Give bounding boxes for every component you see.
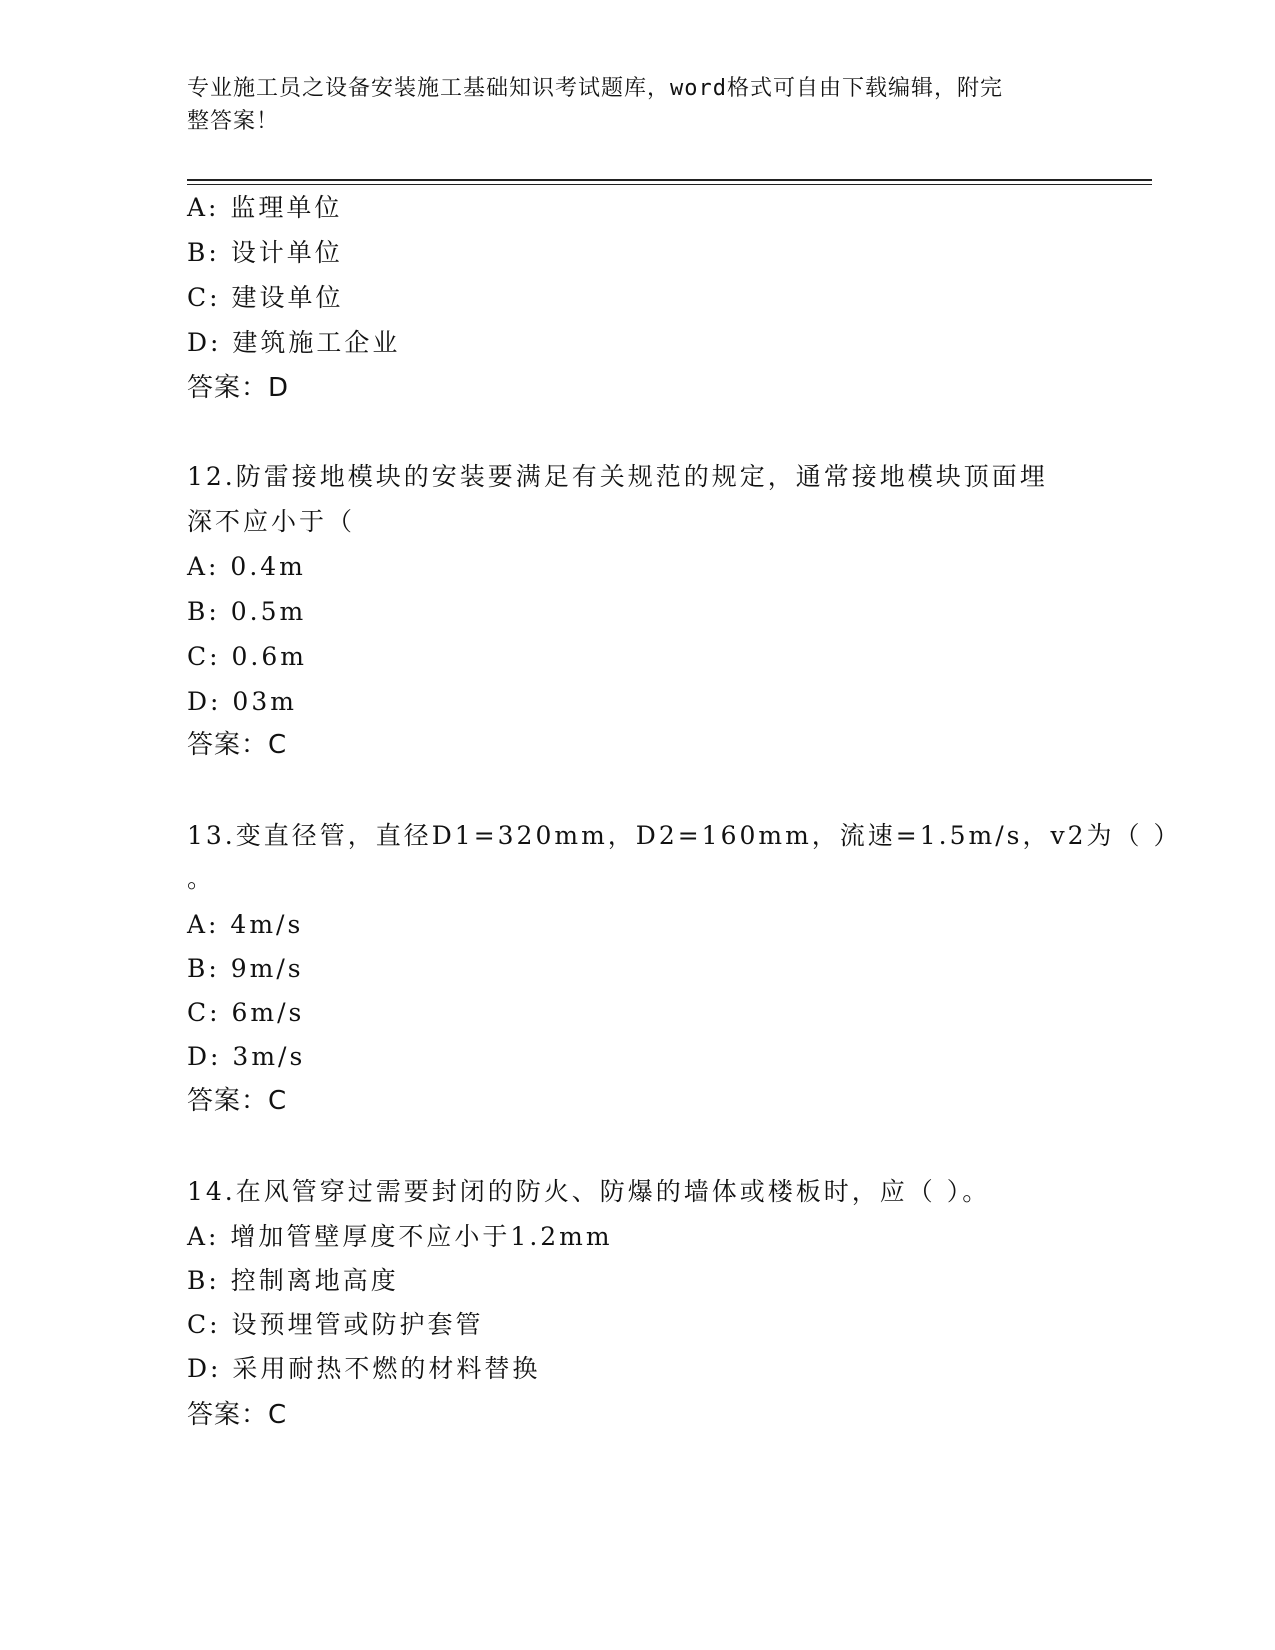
q13-stem-line-2: 。 xyxy=(187,864,216,893)
q12-stem-line-2: 深不应小于（ xyxy=(187,507,356,536)
q12-option-d: D: 03m xyxy=(187,687,297,716)
q12-option-b: B: 0.5m xyxy=(187,597,307,626)
q11-answer: 答案：D xyxy=(187,373,290,403)
document-header xyxy=(187,72,1067,138)
q14-option-b: B: 控制离地高度 xyxy=(187,1266,399,1295)
q12-option-a: A: 0.4m xyxy=(187,552,306,581)
q11-option-d: D: 建筑施工企业 xyxy=(187,328,401,357)
q12-option-c: C: 0.6m xyxy=(187,642,307,671)
q12-stem-line-1: 12.防雷接地模块的安装要满足有关规范的规定，通常接地模块顶面埋 xyxy=(187,462,1048,491)
q11-option-b: B: 设计单位 xyxy=(187,238,343,267)
header-line-2: 整答案！ xyxy=(187,109,280,134)
q11-option-a: A: 监理单位 xyxy=(187,193,343,222)
q13-stem-line-1: 13.变直径管，直径D1=320mm，D2=160mm，流速=1.5m/s，v2为（ ） xyxy=(187,821,1182,850)
q14-option-d: D: 采用耐热不燃的材料替换 xyxy=(187,1354,541,1383)
header-line-1: 专业施工员之设备安装施工基础知识考试题库，word格式可自由下载编辑，附完 xyxy=(187,76,1003,101)
q13-answer: 答案：C xyxy=(187,1086,288,1116)
q13-option-c: C: 6m/s xyxy=(187,998,305,1027)
header-divider-thin xyxy=(187,184,1152,185)
q11-option-c: C: 建设单位 xyxy=(187,283,344,312)
q13-option-d: D: 3m/s xyxy=(187,1042,306,1071)
header-divider-thick xyxy=(187,179,1152,181)
q14-option-a: A: 增加管壁厚度不应小于1.2mm xyxy=(187,1222,613,1251)
q13-option-b: B: 9m/s xyxy=(187,954,304,983)
q12-answer: 答案：C xyxy=(187,730,288,760)
q14-answer: 答案：C xyxy=(187,1400,288,1430)
q14-option-c: C: 设预埋管或防护套管 xyxy=(187,1310,484,1339)
q14-stem-line-1: 14.在风管穿过需要封闭的防火、防爆的墙体或楼板时，应（ ）。 xyxy=(187,1177,991,1206)
q13-option-a: A: 4m/s xyxy=(187,910,304,939)
